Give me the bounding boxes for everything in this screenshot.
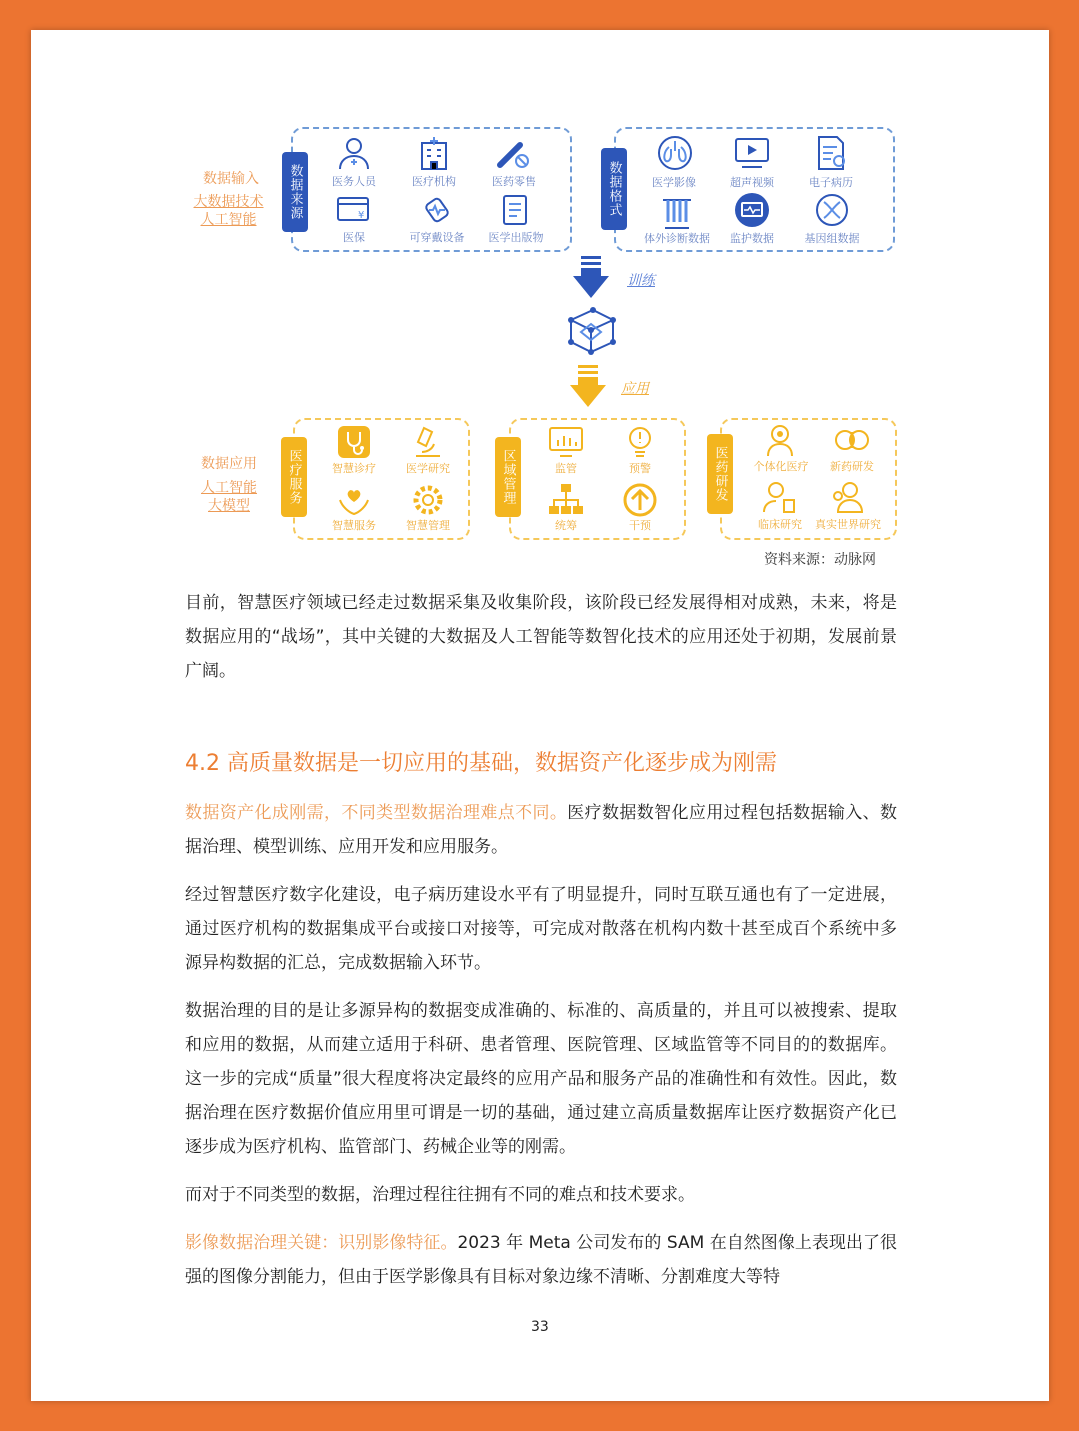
train-label: 训练 [627, 273, 655, 289]
model-cube-icon [561, 302, 621, 360]
regional-item-4: 干预 [629, 519, 651, 532]
format-item-1: 医学影像 [652, 176, 696, 189]
source-note: 资料来源：动脉网 [764, 552, 876, 568]
monitor-icon [732, 192, 772, 228]
medical-item-4: 智慧管理 [406, 519, 450, 532]
page-number: 33 [531, 1319, 549, 1335]
arrow-down-blue-icon [571, 256, 611, 298]
person-pin-icon [760, 422, 800, 458]
app-ai-label: 人工智能 [201, 480, 257, 496]
pharma-item-4: 真实世界研究 [815, 518, 881, 531]
arrow-down-yellow-icon [568, 365, 608, 407]
org-chart-icon [546, 482, 586, 518]
regional-item-1: 监管 [555, 462, 577, 475]
paragraph-6 [185, 1226, 897, 1294]
publication-icon [494, 192, 534, 228]
paragraph-1: 目前，智慧医疗领域已经走过数据采集及收集阶段，该阶段已经发展得相对成熟，未来，将是数据应用的“战场”，其中关键的大数据及人工智能等数智化技术的应用还处于初期，发展前景广阔。 [185, 593, 897, 681]
ai-label: 人工智能 [200, 212, 257, 228]
pills-icon [832, 422, 872, 458]
input-label: 数据输入 [203, 171, 259, 187]
paragraph-2 [185, 796, 897, 864]
hospital-icon [414, 135, 454, 171]
svg-text:¥: ¥ [358, 210, 365, 221]
format-item-3: 电子病历 [809, 176, 853, 189]
app-llm-label: 大模型 [208, 498, 250, 514]
tech-label: 大数据技术 [193, 194, 264, 210]
medical-item-3: 智慧服务 [332, 519, 376, 532]
app-label: 数据应用 [201, 456, 257, 472]
arrow-up-circle-icon [620, 482, 660, 518]
medical-item-2: 医学研究 [406, 462, 450, 475]
regional-item-2: 预警 [629, 462, 651, 475]
paragraph-6-text: 2023 年 Meta 公司发布的 SAM 在自然图像上表现出了很强的图像分割能力，但由于医学影像具有目标对象边缘不清晰、分割难度大等特 [185, 1233, 897, 1287]
regional-management-tab: 区域管理 [495, 437, 521, 517]
apply-label: 应用 [621, 381, 649, 397]
pharma-item-3: 临床研究 [758, 518, 802, 531]
paragraph-3: 经过智慧医疗数字化建设，电子病历建设水平有了明显提升，同时互联互通也有了一定进展，通过医疗机构的数据集成平台或接口对接等，可完成对散落在机构内数十甚至成百个系统中多源异构数据的汇总，完成数据输入环节。 [185, 885, 897, 973]
format-item-5: 监护数据 [730, 232, 774, 245]
source-item-1: 医务人员 [332, 175, 376, 188]
paragraph-5: 而对于不同类型的数据，治理过程往往拥有不同的难点和技术要求。 [185, 1185, 695, 1205]
test-tubes-icon [657, 194, 697, 230]
paragraph-2-text: 医疗数据数智化应用过程包括数据输入、数据治理、模型训练、应用开发和应用服务。 [185, 803, 897, 857]
medical-service-tab: 医疗服务 [281, 437, 307, 517]
source-item-2: 医疗机构 [412, 175, 456, 188]
medical-record-icon [811, 135, 851, 171]
source-item-4: 医保 [343, 231, 365, 244]
pharmacy-icon [494, 135, 534, 171]
section-heading: 4.2 高质量数据是一切应用的基础，数据资产化逐步成为刚需 [185, 751, 777, 776]
data-format-tab: 数据格式 [601, 148, 627, 230]
doctor-icon [334, 135, 374, 171]
insurance-icon [334, 192, 374, 228]
bulb-warning-icon [620, 424, 660, 460]
stethoscope-icon [334, 424, 374, 460]
people-icon [828, 480, 868, 516]
pharma-research-tab: 医药研发 [707, 434, 733, 514]
regional-item-3: 统筹 [555, 519, 577, 532]
paragraph-4: 数据治理的目的是让多源异构的数据变成准确的、标准的、高质量的，并且可以被搜索、提取和应用的数据，从而建立适用于科研、患者管理、医院管理、区域监管等不同目的的数据库。这一步的完成“质量”很大程度将决定最终的应用产品和服务产品的准确性和有效性。因此，数据治理在医疗数据价值应用里可谓是一切的基础，通过建立高质量数据库让医疗数据资产化已逐步成为医疗机构、监管部门、药械企业等的刚需。 [185, 1001, 897, 1157]
data-source-tab: 数据来源 [282, 152, 308, 232]
pharma-item-2: 新药研发 [830, 460, 874, 473]
wearable-icon [417, 192, 457, 228]
dna-icon [812, 192, 852, 228]
microscope-icon [408, 424, 448, 460]
format-item-4: 体外诊断数据 [644, 232, 710, 245]
source-item-5: 可穿戴设备 [409, 231, 465, 244]
format-item-6: 基因组数据 [804, 232, 860, 245]
paragraph-6-highlight: 影像数据治理关键：识别影像特征。 [185, 1233, 458, 1253]
format-item-2: 超声视频 [730, 176, 774, 189]
pharma-item-1: 个体化医疗 [753, 460, 809, 473]
paragraph-2-highlight: 数据资产化成刚需，不同类型数据治理难点不同。 [185, 803, 568, 823]
care-hands-icon [334, 482, 374, 518]
researcher-icon [760, 480, 800, 516]
lungs-icon [655, 135, 695, 171]
gear-management-icon [408, 482, 448, 518]
video-icon [732, 135, 772, 171]
medical-item-1: 智慧诊疗 [332, 462, 376, 475]
monitor-chart-icon [546, 424, 586, 460]
source-item-3: 医药零售 [492, 175, 536, 188]
source-item-6: 医学出版物 [488, 231, 544, 244]
page [31, 30, 1049, 1401]
